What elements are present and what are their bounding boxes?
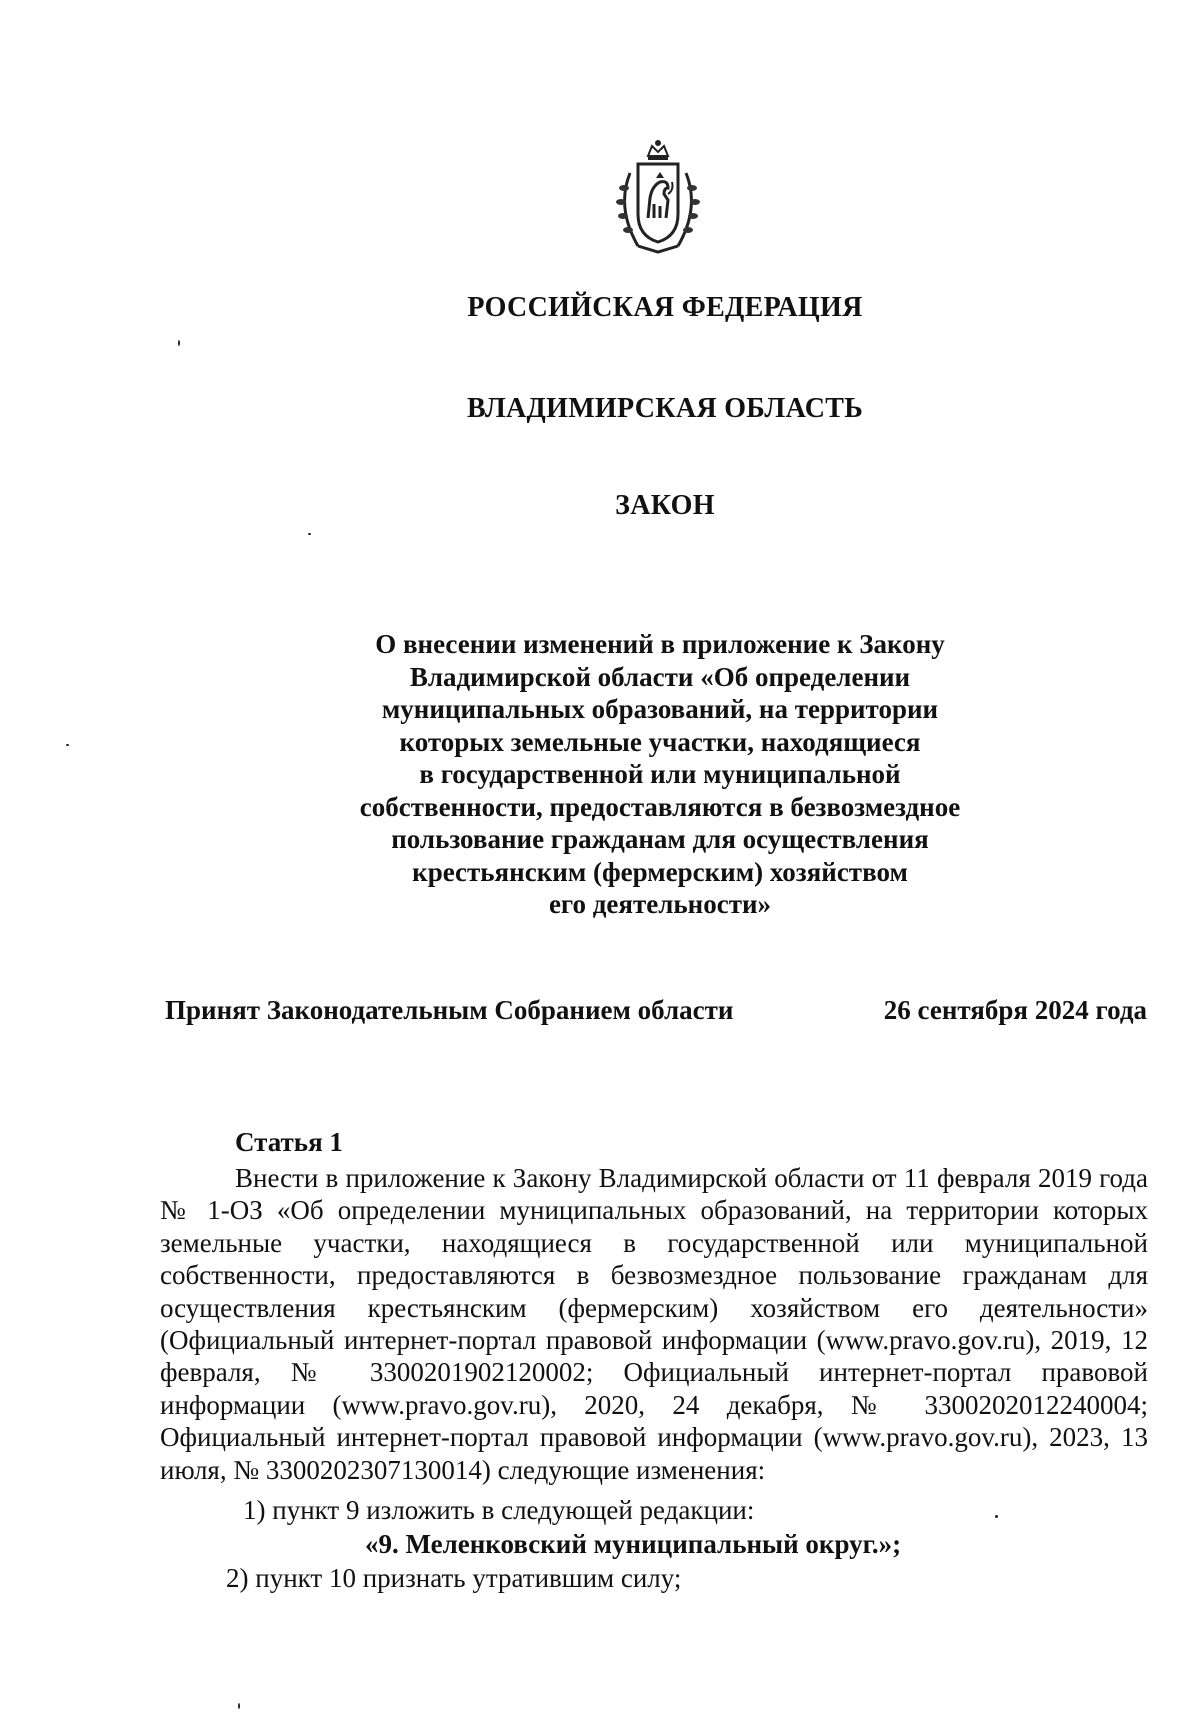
law-title-line: Владимирской области «Об определении <box>409 661 911 692</box>
law-title-line: крестьянским (фермерским) хозяйством <box>412 856 908 887</box>
document-type-heading: ЗАКОН <box>615 490 715 521</box>
vladimir-oblast-coat-of-arms-icon <box>608 138 708 256</box>
law-title-line: О внесении изменений в приложение к Закону <box>375 629 945 659</box>
article-body: Внести в приложение к Закону Владимирской области от 11 февраля 2019 года № 1-ОЗ «Об определении муниципальных образований, на территории которых земельные участки, находящиеся в государственной или муниципальной собственности, предоставляются в безвозмездное пользование гражданам для осуществления крестьянским (фермерским) хозяйством его деятельности» (Официальный интернет-портал правовой информации (www.pravo.gov.ru), 2019, 12 февраля, № 3300201902120002; Официальный интернет-портал правовой информации (www.pravo.gov.ru), 2020, 24 декабря, № 3300202012240004; Официальный интернет-портал правовой информации (www.pravo.gov.ru), 2023, 13 июля, № 3300202307130014) следующие изменения: <box>160 1163 1148 1485</box>
scan-speck <box>308 533 311 535</box>
amendment-item-2: 2) пункт 10 признать утратившим силу; <box>226 1563 682 1593</box>
law-title <box>330 628 990 921</box>
scan-speck <box>995 1515 998 1518</box>
amendment-item-1: 1) пункт 9 изложить в следующей редакции: <box>243 1495 755 1525</box>
scan-speck <box>238 1703 240 1709</box>
article-heading: Статья 1 <box>235 1127 343 1157</box>
law-title-line: в государственной или муниципальной <box>419 759 901 789</box>
adopted-by-text: Принят Законодательным Собранием области <box>165 995 734 1025</box>
scan-speck <box>66 744 69 746</box>
law-title-line: собственности, предоставляются в безвозмездное <box>359 791 961 822</box>
adoption-date: 26 сентября 2024 года <box>883 995 1147 1025</box>
law-title-line: его деятельности» <box>548 889 772 919</box>
country-heading: РОССИЙСКАЯ ФЕДЕРАЦИЯ <box>467 292 863 323</box>
law-title-line: которых земельные участки, находящиеся <box>399 726 921 757</box>
amendment-item-1-quote: «9. Меленковский муниципальный округ.»; <box>365 1529 902 1559</box>
law-title-line: муниципальных образований, на территории <box>381 694 939 724</box>
region-heading: ВЛАДИМИРСКАЯ ОБЛАСТЬ <box>466 393 864 424</box>
law-title-line: пользование гражданам для осуществления <box>391 824 929 854</box>
scan-speck <box>178 340 180 346</box>
